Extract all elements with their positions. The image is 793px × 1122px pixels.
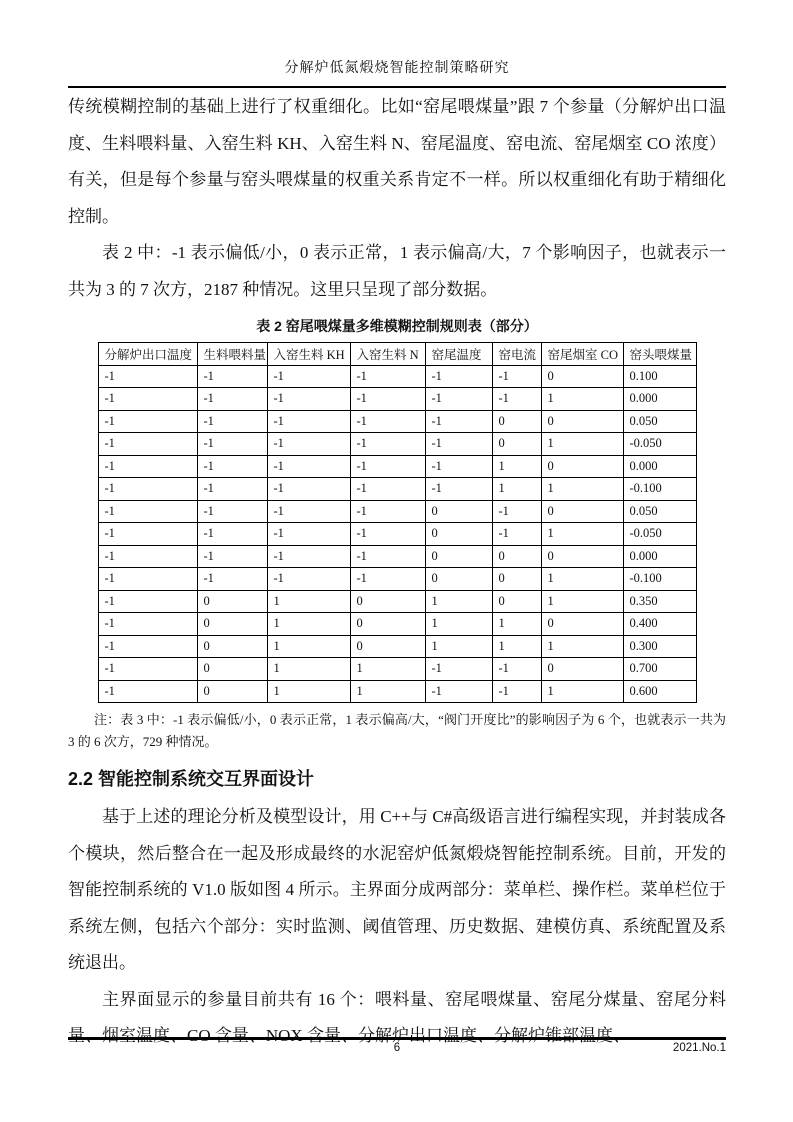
table-cell: -1 [197,410,267,433]
table-cell: 0 [541,500,623,523]
table-cell: 1 [492,455,541,478]
page-footer [68,1037,726,1062]
table-cell: -1 [350,365,425,388]
table-row [98,545,696,568]
section-heading: 2.2 智能控制系统交互界面设计 [68,769,315,789]
table-cell: -1 [98,455,197,478]
column-header: 窑头喂煤量 [623,343,696,366]
table-cell: 0 [492,568,541,591]
table-cell: -1 [197,388,267,411]
table-cell: 0 [425,523,492,546]
table-cell: 0 [197,658,267,681]
table-cell: 0.700 [623,658,696,681]
issue-number: 2021.No.1 [672,1042,726,1054]
table-cell: -1 [492,658,541,681]
table-cell: -1 [197,568,267,591]
table-cell: 1 [350,658,425,681]
table-cell: 0.000 [623,388,696,411]
table-cell: 0 [492,433,541,456]
table-cell: -1 [98,500,197,523]
table-cell: -1 [98,568,197,591]
column-header: 窑尾烟室 CO [541,343,623,366]
column-header: 入窑生料 N [350,343,425,366]
table-cell: -1 [425,680,492,703]
table-cell: 0 [492,545,541,568]
table-cell: 1 [541,590,623,613]
table-cell: -1 [197,455,267,478]
table-cell: 0 [492,410,541,433]
page-number: 6 [393,1042,401,1054]
table-cell: -1 [492,388,541,411]
table-cell: 0 [541,658,623,681]
table-cell: -1 [197,365,267,388]
table-cell: -1 [350,545,425,568]
table-cell: 0 [425,500,492,523]
footer-row [68,1042,726,1062]
column-header: 入窑生料 KH [267,343,350,366]
table-cell: 0 [350,590,425,613]
table-row [98,613,696,636]
table-cell: -1 [197,478,267,501]
paragraph: 表 2 中：-1 表示偏低/小，0 表示正常，1 表示偏高/大，7 个影响因子，也就表示一共为 3 的 7 次方，2187 种情况。这里只呈现了部分数据。 [68,243,726,299]
table-footnote: 注：表 3 中：-1 表示偏低/小，0 表示正常，1 表示偏高/大，“阀门开度比”的影响因子为 6 个，也就表示一共为 3 的 6 次方，729 种情况。 [68,712,726,749]
table-cell: 1 [425,635,492,658]
table-cell: 0.050 [623,410,696,433]
table-cell: 0.000 [623,545,696,568]
table-cell: -1 [350,388,425,411]
table-row [98,523,696,546]
table-cell: 0 [425,568,492,591]
column-header: 窑电流 [492,343,541,366]
table-cell: 0 [197,590,267,613]
table-cell: -1 [98,545,197,568]
table-row [98,388,696,411]
table-cell: 1 [541,433,623,456]
table-cell: -1 [425,478,492,501]
table-header-row [98,343,696,366]
table-cell: 0 [541,410,623,433]
column-header: 分解炉出口温度 [98,343,197,366]
table-cell: 0 [541,545,623,568]
table-cell: 0.100 [623,365,696,388]
table-row [98,590,696,613]
table-cell: 0 [350,635,425,658]
table-row [98,455,696,478]
fuzzy-rules-table [98,342,697,703]
table-row [98,365,696,388]
table-cell: -1 [197,545,267,568]
table-cell: -1 [350,500,425,523]
table-cell: -1 [98,680,197,703]
column-header: 窑尾温度 [425,343,492,366]
table-cell: -1 [98,410,197,433]
table-cell: -1 [98,365,197,388]
table-cell: 1 [492,613,541,636]
table-cell: -1 [267,455,350,478]
table-row [98,680,696,703]
table-row [98,500,696,523]
table-cell: 1 [541,680,623,703]
table-cell: -1 [492,523,541,546]
table-cell: -1 [267,365,350,388]
table-cell: -0.100 [623,478,696,501]
page-content [68,89,726,1055]
table-row [98,658,696,681]
table-cell: 0.350 [623,590,696,613]
table-cell: 0 [541,613,623,636]
table-cell: -1 [197,433,267,456]
table-cell: 1 [267,635,350,658]
table-cell: -1 [492,500,541,523]
table-cell: 0 [425,545,492,568]
table-cell: 1 [425,590,492,613]
table-cell: -1 [267,433,350,456]
table-cell: -1 [350,478,425,501]
table-cell: -1 [267,500,350,523]
table-cell: -1 [267,410,350,433]
table-cell: -1 [350,433,425,456]
table-cell: -0.050 [623,433,696,456]
table-cell: -1 [98,590,197,613]
table-cell: -1 [425,658,492,681]
table-cell: 1 [267,658,350,681]
table-row [98,478,696,501]
table-cell: 0 [197,680,267,703]
table-cell: -1 [267,523,350,546]
paragraph: 基于上述的理论分析及模型设计，用 C++与 C#高级语言进行编程实现，并封装成各个模块，然后整合在一起及形成最终的水泥窑炉低氮煅烧智能控制系统。目前，开发的智能控制系统的 V1.0 版如图 4 所示。主界面分成两部分：菜单栏、操作栏。菜单栏位于系统左侧，包括六个部分：实时监测、阈值管理、历史数据、建模仿真、系统配置及系统退出。 [68,807,726,972]
table-cell: -1 [98,478,197,501]
table-cell: 0.300 [623,635,696,658]
column-header: 生料喂料量 [197,343,267,366]
table-cell: -1 [492,680,541,703]
table-cell: 1 [541,568,623,591]
table-cell: 0.400 [623,613,696,636]
table-cell: -0.050 [623,523,696,546]
table-row [98,635,696,658]
table-cell: -1 [350,568,425,591]
table-caption: 表 2 窑尾喂煤量多维模糊控制规则表（部分） [256,318,538,334]
table-cell: -1 [267,545,350,568]
table-cell: -1 [267,478,350,501]
table-cell: 0 [350,613,425,636]
table-cell: 1 [350,680,425,703]
table-cell: -1 [350,455,425,478]
table-cell: 1 [541,388,623,411]
table-cell: 1 [541,478,623,501]
table-cell: 1 [541,523,623,546]
table-cell: -1 [425,410,492,433]
table-cell: -1 [98,658,197,681]
paragraph: 传统模糊控制的基础上进行了权重细化。比如“窑尾喂煤量”跟 7 个参量（分解炉出口温度、生料喂料量、入窑生料 KH、入窑生料 N、窑尾温度、窑电流、窑尾烟室 CO 浓度）有关，但是每个参量与窑头喂煤量的权重关系肯定不一样。所以权重细化有助于精细化控制。 [68,97,726,226]
table-cell: -0.100 [623,568,696,591]
table-cell: 1 [541,635,623,658]
table-cell: -1 [267,568,350,591]
rules-table-body [98,365,696,703]
table-cell: -1 [492,365,541,388]
table-cell: 1 [425,613,492,636]
table-cell: 0 [197,635,267,658]
table-cell: -1 [350,523,425,546]
table-cell: 1 [492,478,541,501]
table-cell: 0.000 [623,455,696,478]
table-row [98,568,696,591]
table-cell: 0.600 [623,680,696,703]
table-cell: -1 [350,410,425,433]
table-cell: 1 [267,613,350,636]
table-cell: 0 [197,613,267,636]
table-cell: 0.050 [623,500,696,523]
table-cell: -1 [98,613,197,636]
paragraph: 主界面显示的参量目前共有 16 个：喂料量、窑尾喂煤量、窑尾分煤量、窑尾分料量、烟室温度、CO 含量、NOX 含量、分解炉出口温度、分解炉锥部温度、 [68,989,726,1045]
table-cell: -1 [425,433,492,456]
table-cell: -1 [425,388,492,411]
table-cell: 1 [267,680,350,703]
table-cell: 1 [492,635,541,658]
table-cell: -1 [98,523,197,546]
table-cell: -1 [98,388,197,411]
table-cell: -1 [267,388,350,411]
table-cell: -1 [197,500,267,523]
table-cell: -1 [197,523,267,546]
table-cell: 1 [267,590,350,613]
table-cell: 0 [541,365,623,388]
table-cell: 0 [492,590,541,613]
table-cell: -1 [98,433,197,456]
table-cell: -1 [425,455,492,478]
running-head-title: 分解炉低氮煅烧智能控制策略研究 [68,57,726,88]
table-cell: 0 [541,455,623,478]
table-cell: -1 [98,635,197,658]
table-row [98,410,696,433]
table-row [98,433,696,456]
table-cell: -1 [425,365,492,388]
